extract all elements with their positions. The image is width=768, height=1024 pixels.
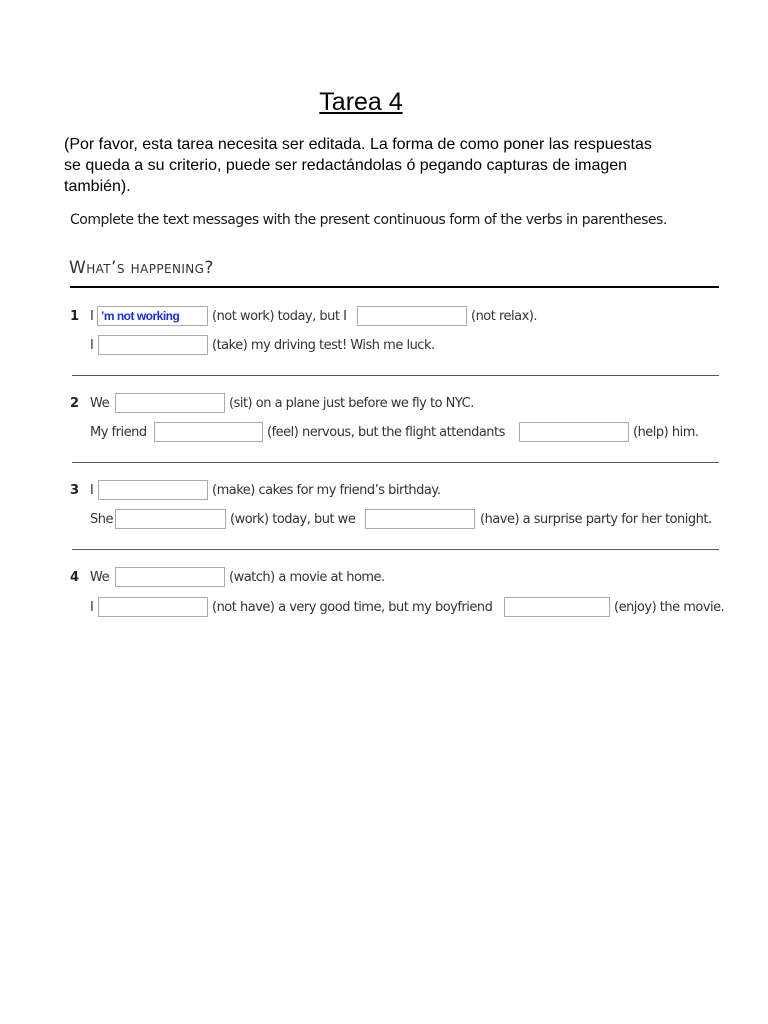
item-1-line-2 [70, 335, 570, 357]
answer-field[interactable] [519, 422, 629, 442]
answer-field[interactable] [504, 597, 610, 617]
answer-field[interactable] [357, 306, 467, 326]
item-1-line-1 [70, 306, 570, 328]
answer-field[interactable]: ’m not working [97, 306, 208, 326]
item-4-line-2 [70, 597, 750, 619]
line-text: (help) him. [633, 425, 699, 440]
answer-field[interactable] [365, 509, 475, 529]
answer-field[interactable] [115, 393, 225, 413]
exercise-instruction: Complete the text messages with the present continuous form of the verbs in parentheses. [70, 212, 667, 228]
line-text: I [90, 483, 94, 498]
item-number: 4 [70, 570, 79, 585]
item-3-line-2 [70, 509, 730, 531]
line-text: (enjoy) the movie. [614, 600, 725, 615]
item-2-line-2 [70, 422, 710, 444]
page-title: Tarea 4 [319, 88, 403, 116]
line-text: (have) a surprise party for her tonight. [480, 512, 712, 527]
item-divider [72, 375, 719, 376]
item-2-line-1 [70, 393, 570, 415]
item-divider [72, 462, 719, 463]
line-text: My friend [90, 425, 147, 440]
answer-field[interactable] [115, 509, 226, 529]
answer-field[interactable] [154, 422, 263, 442]
line-text: (feel) nervous, but the flight attendants [267, 425, 505, 440]
line-text: (not work) today, but I [212, 309, 347, 324]
line-text: I [90, 338, 94, 353]
item-number: 2 [70, 396, 79, 411]
line-text: (not have) a very good time, but my boyfriend [212, 600, 493, 615]
line-text: (not relax). [471, 309, 538, 324]
item-3-line-1 [70, 480, 570, 502]
section-divider [70, 286, 719, 288]
item-divider [72, 549, 719, 550]
intro-text: (Por favor, esta tarea necesita ser editada. La forma de como poner las respuestas se queda a su criterio, puede ser redactándolas ó pegando capturas de imagen también). [64, 136, 652, 195]
line-text: She [90, 512, 113, 527]
item-number: 3 [70, 483, 79, 498]
line-text: I [90, 600, 94, 615]
line-text: We [90, 570, 110, 585]
answer-field[interactable] [115, 567, 225, 587]
answer-field[interactable] [98, 335, 208, 355]
answer-field[interactable] [98, 480, 208, 500]
item-4-line-1 [70, 567, 570, 589]
line-text: (watch) a movie at home. [229, 570, 385, 585]
line-text: (work) today, but we [230, 512, 356, 527]
answer-field[interactable] [98, 597, 208, 617]
section-title: What’s happening? [69, 258, 214, 278]
item-number: 1 [70, 309, 79, 324]
line-text: (take) my driving test! Wish me luck. [212, 338, 435, 353]
line-text: (sit) on a plane just before we fly to NYC. [229, 396, 474, 411]
line-text: I [90, 309, 94, 324]
line-text: We [90, 396, 110, 411]
line-text: (make) cakes for my friend’s birthday. [212, 483, 441, 498]
